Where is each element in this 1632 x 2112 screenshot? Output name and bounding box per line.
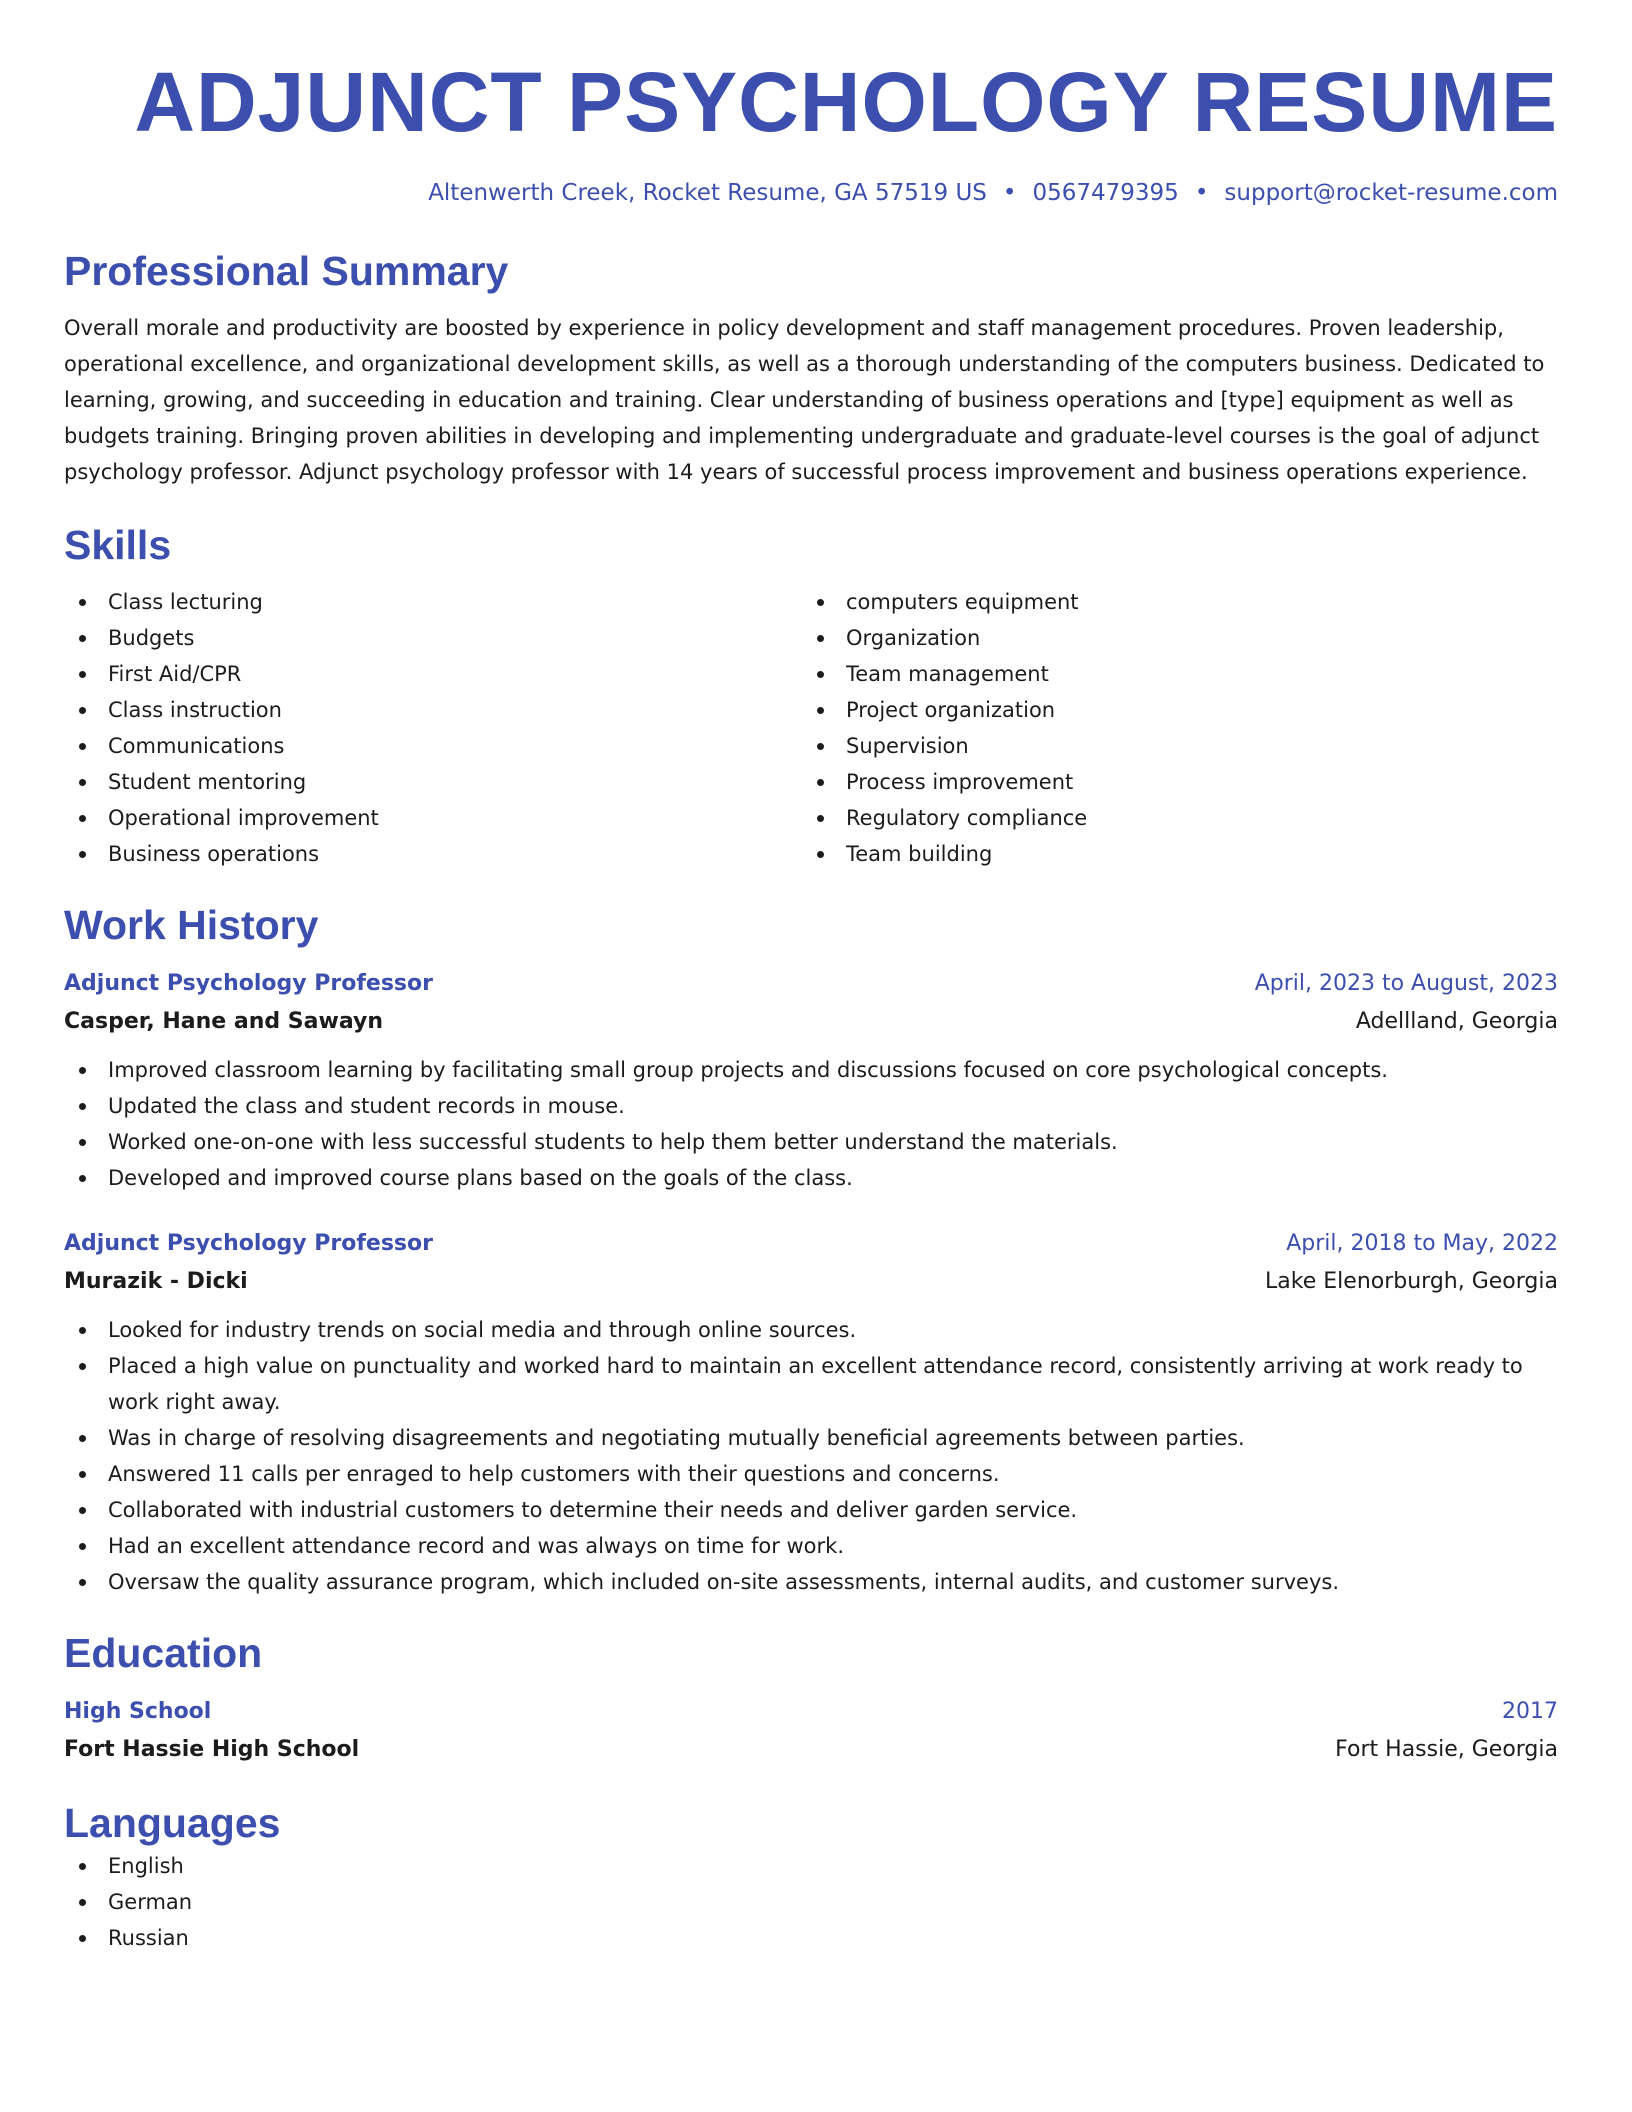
job-title: Adjunct Psychology Professor <box>64 1231 433 1256</box>
job-duty: Answered 11 calls per enraged to help customers with their questions and concerns. <box>64 1456 1558 1492</box>
contact-phone: 0567479395 <box>1032 180 1179 206</box>
language-item: English <box>64 1848 1558 1884</box>
skills-list <box>64 584 1558 872</box>
job-entry <box>64 1226 1558 1600</box>
job-duties <box>64 1312 1558 1600</box>
education-entry <box>64 1694 1558 1770</box>
skill-item: Business operations <box>64 836 802 872</box>
skills-column-left <box>64 584 802 872</box>
skill-item: Project organization <box>802 692 1540 728</box>
skill-item: Class instruction <box>64 692 802 728</box>
language-item: German <box>64 1884 1558 1920</box>
job-location: Lake Elenorburgh, Georgia <box>1265 1269 1558 1294</box>
job-duty: Was in charge of resolving disagreements and negotiating mutually beneficial agreements between parties. <box>64 1420 1558 1456</box>
work-history-heading: Work History <box>64 902 319 948</box>
skill-item: computers equipment <box>802 584 1540 620</box>
contact-address: Altenwerth Creek, Rocket Resume, GA 57519 US <box>428 180 987 206</box>
job-duty: Worked one-on-one with less successful students to help them better understand the materials. <box>64 1124 1558 1160</box>
skills-heading: Skills <box>64 522 172 568</box>
resume-page <box>64 52 1558 1956</box>
skill-item: First Aid/CPR <box>64 656 802 692</box>
job-duties <box>64 1052 1558 1196</box>
education-heading: Education <box>64 1630 263 1676</box>
job-entry <box>64 966 1558 1196</box>
skill-item: Regulatory compliance <box>802 800 1540 836</box>
job-company: Murazik - Dicki <box>64 1269 248 1294</box>
contact-separator: • <box>1194 180 1209 206</box>
job-duty: Had an excellent attendance record and was always on time for work. <box>64 1528 1558 1564</box>
languages-list <box>64 1848 1558 1956</box>
contact-email: support@rocket-resume.com <box>1224 180 1558 206</box>
skill-item: Class lecturing <box>64 584 802 620</box>
job-title: Adjunct Psychology Professor <box>64 971 433 996</box>
education-year: 2017 <box>1502 1699 1558 1724</box>
job-dates: April, 2018 to May, 2022 <box>1286 1231 1558 1256</box>
skill-item: Process improvement <box>802 764 1540 800</box>
job-location: Adellland, Georgia <box>1355 1009 1558 1034</box>
skill-item: Student mentoring <box>64 764 802 800</box>
resume-header <box>64 52 1558 208</box>
job-duty: Updated the class and student records in mouse. <box>64 1088 1558 1124</box>
education-degree: High School <box>64 1699 212 1724</box>
contact-line <box>64 178 1558 208</box>
job-company: Casper, Hane and Sawayn <box>64 1009 383 1034</box>
skill-item: Organization <box>802 620 1540 656</box>
skill-item: Team management <box>802 656 1540 692</box>
language-item: Russian <box>64 1920 1558 1956</box>
summary-text: Overall morale and productivity are boosted by experience in policy development and staff management procedures. Proven leadership, operational excellence, and organizational development skills, as well as a thorough understanding of the computers business. Dedicated to learning, growing, and succeeding in education and training. Clear understanding of business operations and [type] equipment as well as budgets training. Bringing proven abilities in developing and implementing undergraduate and graduate-level courses is the goal of adjunct psychology professor. Adjunct psychology professor with 14 years of successful process improvement and business operations experience. <box>64 316 1545 484</box>
resume-name: ADJUNCT PSYCHOLOGY RESUME <box>134 55 1558 149</box>
skills-column-right <box>802 584 1540 872</box>
skill-item: Supervision <box>802 728 1540 764</box>
skill-item: Team building <box>802 836 1540 872</box>
skill-item: Budgets <box>64 620 802 656</box>
contact-separator: • <box>1002 180 1017 206</box>
skill-item: Operational improvement <box>64 800 802 836</box>
education-school: Fort Hassie High School <box>64 1737 360 1762</box>
languages-heading: Languages <box>64 1800 281 1846</box>
job-duty: Oversaw the quality assurance program, which included on-site assessments, internal audits, and customer surveys. <box>64 1564 1558 1600</box>
job-duty: Developed and improved course plans based on the goals of the class. <box>64 1160 1558 1196</box>
skill-item: Communications <box>64 728 802 764</box>
education-location: Fort Hassie, Georgia <box>1335 1737 1558 1762</box>
job-duty: Placed a high value on punctuality and worked hard to maintain an excellent attendance record, consistently arriving at work ready to work right away. <box>64 1348 1558 1420</box>
job-dates: April, 2023 to August, 2023 <box>1254 971 1558 996</box>
job-duty: Collaborated with industrial customers to determine their needs and deliver garden service. <box>64 1492 1558 1528</box>
job-duty: Looked for industry trends on social media and through online sources. <box>64 1312 1558 1348</box>
summary-heading: Professional Summary <box>64 248 509 294</box>
job-duty: Improved classroom learning by facilitating small group projects and discussions focused on core psychological concepts. <box>64 1052 1558 1088</box>
